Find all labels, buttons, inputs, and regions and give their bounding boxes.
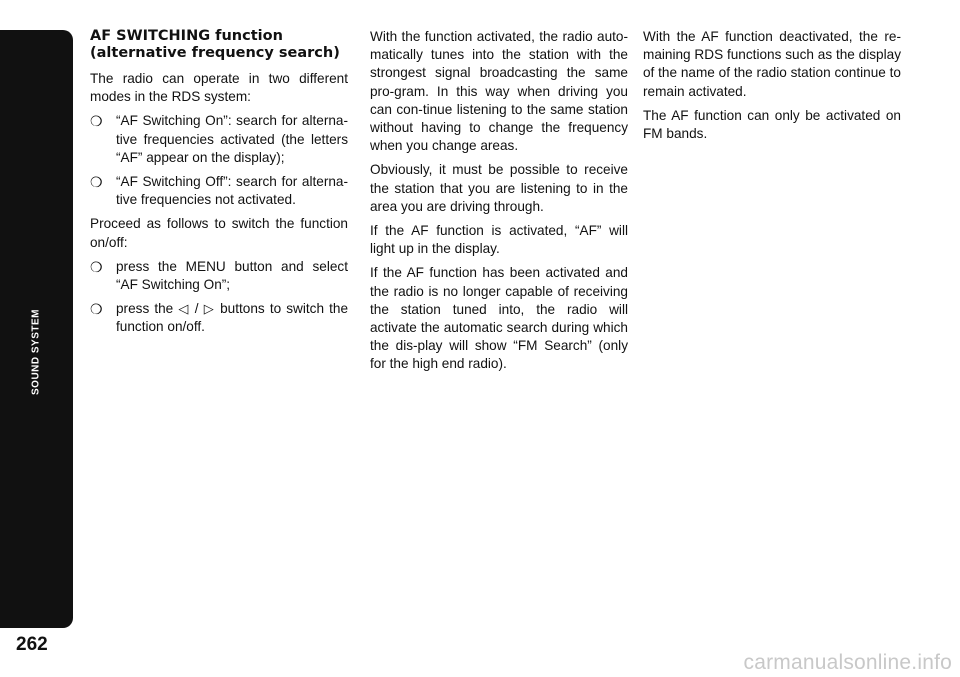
column-2	[370, 28, 628, 380]
list-item-text: “AF Switching On”: search for alterna-tive frequencies activated (the letters “AF” appear on the display);	[116, 113, 348, 165]
bullet-icon: ❍	[90, 174, 103, 191]
bullet-icon: ❍	[90, 301, 103, 318]
right-arrow-icon: ▷	[203, 301, 216, 317]
paragraph: If the AF function has been activated and the radio is no longer capable of receiving the station tuned into, the radio will activate the automatic search during which the dis-play will show “FM Search” (only for the high end radio).	[370, 265, 628, 372]
intro-paragraph: The radio can operate in two different modes in the RDS system:	[90, 71, 348, 105]
step2-post: buttons to switch the function on/off.	[116, 301, 349, 335]
paragraph: If the AF function is activated, “AF” will light up in the display.	[370, 223, 628, 257]
paragraph: The AF function can only be activated on FM bands.	[643, 107, 901, 142]
list-item	[90, 173, 348, 209]
list-item	[90, 112, 348, 167]
list-item-text: “AF Switching Off”: search for alterna-tive frequencies not activated.	[116, 174, 348, 208]
proceed-paragraph: Proceed as follows to switch the function on/off:	[90, 216, 348, 250]
paragraph: Obviously, it must be possible to receive the station that you are listening to in the area you are driving through.	[370, 162, 628, 214]
page-number: 262	[16, 634, 48, 655]
bullet-icon: ❍	[90, 258, 103, 275]
section-title: SOUND SYSTEM	[30, 308, 42, 396]
section-heading: AF SWITCHING function (alternative frequency search)	[90, 28, 340, 61]
paragraph: With the AF function deactivated, the re-maining RDS functions such as the display of the name of the radio station continue to remain activated.	[643, 29, 901, 99]
column-1	[90, 28, 348, 343]
watermark: carmanualsonline.info	[743, 651, 952, 674]
sidebar-tab	[0, 30, 73, 628]
column-3	[643, 28, 901, 149]
left-arrow-icon: ◁	[178, 301, 190, 317]
arrow-separator: /	[194, 301, 199, 317]
list-item-text: press the MENU button and select “AF Switching On”;	[116, 258, 348, 293]
bullet-icon: ❍	[90, 113, 103, 130]
list-item	[90, 258, 348, 294]
step2-pre: press the	[116, 301, 174, 317]
list-item	[90, 300, 348, 336]
paragraph: With the function activated, the radio auto-matically tunes into the station with the strongest signal broadcasting the same pro-gram. In this way when driving you can con-tinue listening to the same station without having to change the frequency when you change areas.	[370, 29, 628, 154]
